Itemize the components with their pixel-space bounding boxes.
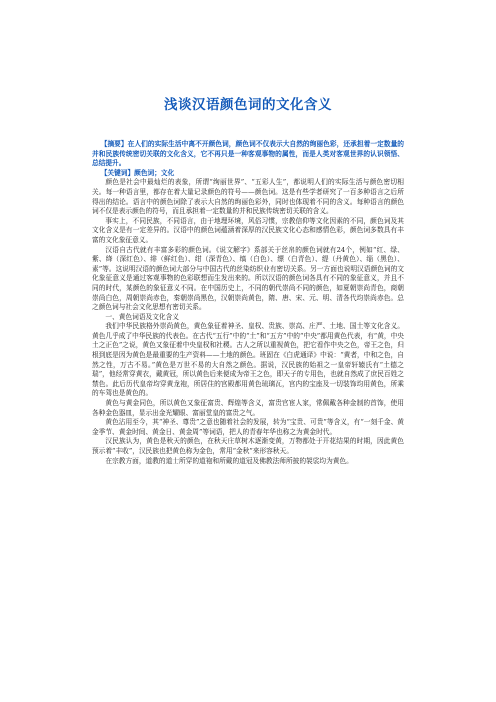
paragraph: 我们中华民族格外崇尚黄色，黄色象征着神圣、皇权、贵族、崇高、庄严、土地、国土等文化含义。黄色几乎成了中华民族的代表色。在古代“五行”中的“土”和“五方”中的“中央”都用黄色代表，有“黄，中央土之正色”之说，黄色又象征着中央皇权和社稷。古人之所以重视黄色，把它看作中央之色，帝王之色，归根到底是因为黄色是最重要的生产资料——土地的颜色。班固在《白虎通译》中说：“黄者，中和之色，自然之性，万古不易。”黄色是万世不易的大自然之颜色。据说，汉民族的始祖之一皇帝轩辕氏有“土德之瑞”，他经常穿黄衣，戴黄冠，所以黄色后来便成为帝王之色，即天子的专用色，也就自然成了庶民百姓之禁色。此后历代皇帝均穿黄龙袍，所居住的宫殿都用黄色琉璃瓦，宫内的宝座及一切装饰均用黄色，所乘的车驾也是黄色的。 xyxy=(92,322,404,398)
document-body xyxy=(92,140,404,466)
paragraph: 汉语自古代就有丰富多彩的颜色词。《说文解字》系部关于丝帛的颜色词就有24个，例如“红、绿、紫、绛（深红色）、绯（鲜红色）、绀（深青色）、缟（白色）、缥（白青色）、缇（丹黄色）、缁（黑色）、素”等。这说明汉语的颜色词大部分与中国古代的丝染纺织业有密切关系。另一方面也说明汉语颜色词的文化象征意义是通过客观事物的色彩联想而生发出来的。所以汉语的颜色词各具有不同的象征意义，并且不同的时代，某颜色的象征意义不同。在中国历史上，不同的朝代崇尚不同的颜色，如夏朝崇尚青色，商朝崇尚白色，周朝崇尚赤色，秦朝崇尚黑色，汉朝崇尚黄色，隋、唐、宋、元、明、清各代均崇尚赤色。总之颜色词与社会文化思想有密切关系。 xyxy=(92,245,404,312)
paragraph: 事实上，不同民族，不同语言，由于地理环境，风俗习惯，宗教信仰等文化因素的不同，颜色词及其文化含义是有一定差异的。汉语中的颜色词蕴涵着深厚的汉民族文化心态和感情色彩，颜色词多数具有丰富的文化象征意义。 xyxy=(92,216,404,244)
abstract: 【摘要】在人们的实际生活中离不开颜色词，颜色词不仅表示大自然的绚丽色彩，还承担着一定数量的并和民族传统密切关联的文化含义，它不再只是一种客观事物的属性，而是人类对客观世界的认识领悟、总结提升。 xyxy=(92,140,404,168)
paragraph: 黄色与黄金同色，所以黄色又象征富贵、辉煌等含义，富贵官宦人家，常佩戴各种金制的首饰，使用各种金色器皿，显示出金光耀眼、富丽堂皇的富贵之气。 xyxy=(92,399,404,417)
paragraph: 在宗教方面，道教的道士所穿的道袍和所戴的道冠及佛教法师所披的袈裟均为黄色。 xyxy=(105,456,353,465)
keywords: 【关键词】颜色词；文化 xyxy=(100,168,175,177)
section-heading: 一、黄色词语及文化含义 xyxy=(105,312,179,321)
paragraph: 汉民族认为，黄色是秋天的颜色，在秋天庄草树木逐渐变黄，万物都处于开花结果的时期，因此黄色预示着“丰收”，汉民族也把黄色称为金色，常用“金秋”来形容秋天。 xyxy=(92,437,404,455)
paragraph: 颜色是社会中最灿烂的表象，所谓“绚丽世界”、“五彩人生”，都说明人们的实际生活与颜色密切相关。每一种语言里，都存在着大量记录颜色的符号——颜色词。这是有些学者研究了一百多种语言之后所得出的结论。语言中的颜色词除了表示大自然的绚丽色彩外，同时也体现着不同的含义。每种语言的颜色词不仅是表示颜色的符号，而且承担着一定数量的并和民族传统密切关联的含义。 xyxy=(92,178,404,216)
document-title: 浅谈汉语颜色词的文化含义 xyxy=(164,97,332,113)
paragraph: 黄色沾用至今，其“神圣、尊贵”之意也随着社会的发展，转为“宝贵、可贵”等含义，有“一刻千金、黄金季节、黄金时间、黄金日、黄金周”等词语，把人的青春年华也称之为黄金时代。 xyxy=(92,418,404,436)
